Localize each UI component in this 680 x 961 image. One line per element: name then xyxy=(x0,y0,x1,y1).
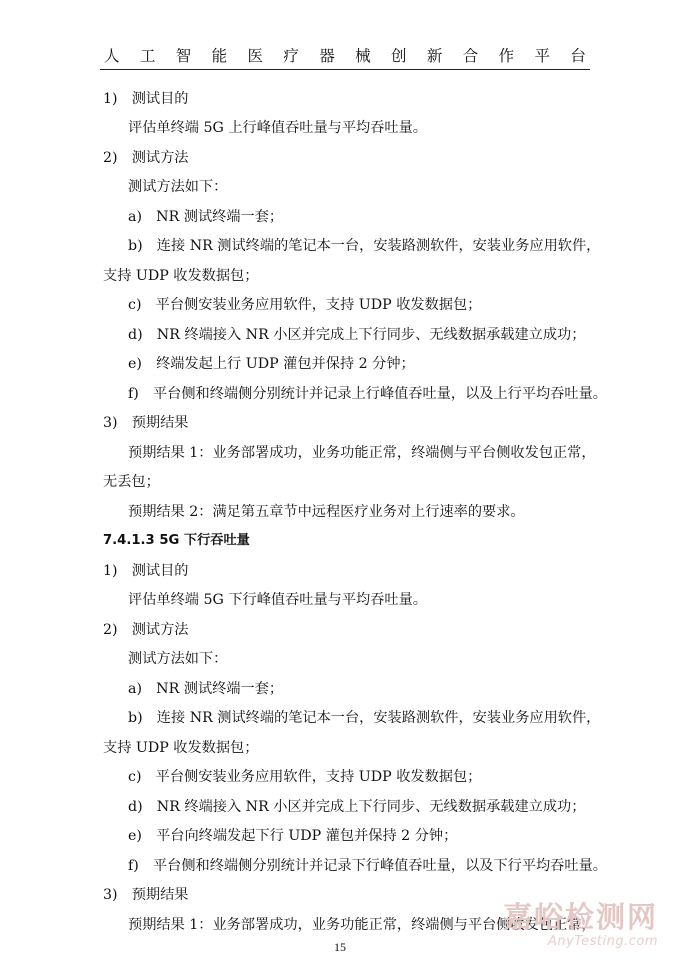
running-header xyxy=(104,44,586,66)
paragraph-line: 测试方法如下： xyxy=(128,179,228,195)
list-item: c) 平台侧安装业务应用软件，支持 UDP 收发数据包； xyxy=(128,769,482,785)
header-char: 创 xyxy=(391,47,407,65)
paragraph-line: 预期结果 1：业务部署成功，业务功能正常，终端侧与平台侧收发包正常， xyxy=(128,445,596,461)
section-heading: 2) 测试方法 xyxy=(103,150,189,166)
header-char: 平 xyxy=(534,47,551,65)
section-heading: 2) 测试方法 xyxy=(103,622,189,638)
watermark xyxy=(503,900,658,949)
header-char: 能 xyxy=(211,47,228,65)
paragraph-line: 测试方法如下： xyxy=(128,651,228,667)
list-item: b) 连接 NR 测试终端的笔记本一台，安装路测软件，安装业务应用软件， xyxy=(128,710,601,726)
list-item: a) NR 测试终端一套； xyxy=(128,681,284,697)
list-item: e) 平台向终端发起下行 UDP 灌包并保持 2 分钟； xyxy=(128,828,458,844)
paragraph-line: 预期结果 1：业务部署成功，业务功能正常，终端侧与平台侧收发包正常， xyxy=(128,917,596,933)
paragraph-line: 无丢包； xyxy=(103,474,160,490)
list-item: d) NR 终端接入 NR 小区并完成上下行同步、无线数据承载建立成功； xyxy=(128,327,586,343)
paragraph-line: 评估单终端 5G 上行峰值吞吐量与平均吞吐量。 xyxy=(128,120,427,136)
header-char: 器 xyxy=(319,47,335,65)
list-item: d) NR 终端接入 NR 小区并完成上下行同步、无线数据承载建立成功； xyxy=(128,799,586,815)
list-item: e) 终端发起上行 UDP 灌包并保持 2 分钟； xyxy=(128,356,415,372)
list-item: a) NR 测试终端一套； xyxy=(128,209,284,225)
subsection-title: 7.4.1.3 5G 下行吞吐量 xyxy=(103,533,250,548)
watermark-title: 嘉峪检测网 xyxy=(502,900,658,934)
list-item: b) 连接 NR 测试终端的笔记本一台，安装路测软件，安装业务应用软件， xyxy=(128,238,601,254)
header-char: 医 xyxy=(247,47,264,65)
list-item: f) 平台侧和终端侧分别统计并记录下行峰值吞吐量，以及下行平均吞吐量。 xyxy=(128,858,607,874)
header-char: 作 xyxy=(498,47,515,65)
header-char: 智 xyxy=(175,47,192,65)
page-number: 15 xyxy=(334,940,346,954)
paragraph-line: 支持 UDP 收发数据包； xyxy=(103,740,259,756)
section-heading: 1) 测试目的 xyxy=(103,91,189,107)
header-char: 械 xyxy=(355,47,371,65)
header-char: 新 xyxy=(426,47,443,65)
section-heading: 3) 预期结果 xyxy=(103,887,189,903)
paragraph-line: 评估单终端 5G 下行峰值吞吐量与平均吞吐量。 xyxy=(128,592,427,608)
section-heading: 3) 预期结果 xyxy=(103,415,189,431)
list-item: f) 平台侧和终端侧分别统计并记录上行峰值吞吐量，以及上行平均吞吐量。 xyxy=(128,386,607,402)
watermark-url: AnyTesting.com xyxy=(547,934,658,949)
paragraph-line: 预期结果 2：满足第五章节中远程医疗业务对上行速率的要求。 xyxy=(128,504,525,520)
header-rule xyxy=(100,69,590,70)
header-char: 疗 xyxy=(283,47,299,65)
paragraph-line: 支持 UDP 收发数据包； xyxy=(103,268,259,284)
section-heading: 1) 测试目的 xyxy=(103,563,189,579)
header-char: 工 xyxy=(139,47,156,65)
header-char: 台 xyxy=(570,47,586,65)
header-char: 人 xyxy=(104,47,120,65)
header-char: 合 xyxy=(462,47,479,65)
list-item: c) 平台侧安装业务应用软件，支持 UDP 收发数据包； xyxy=(128,297,482,313)
